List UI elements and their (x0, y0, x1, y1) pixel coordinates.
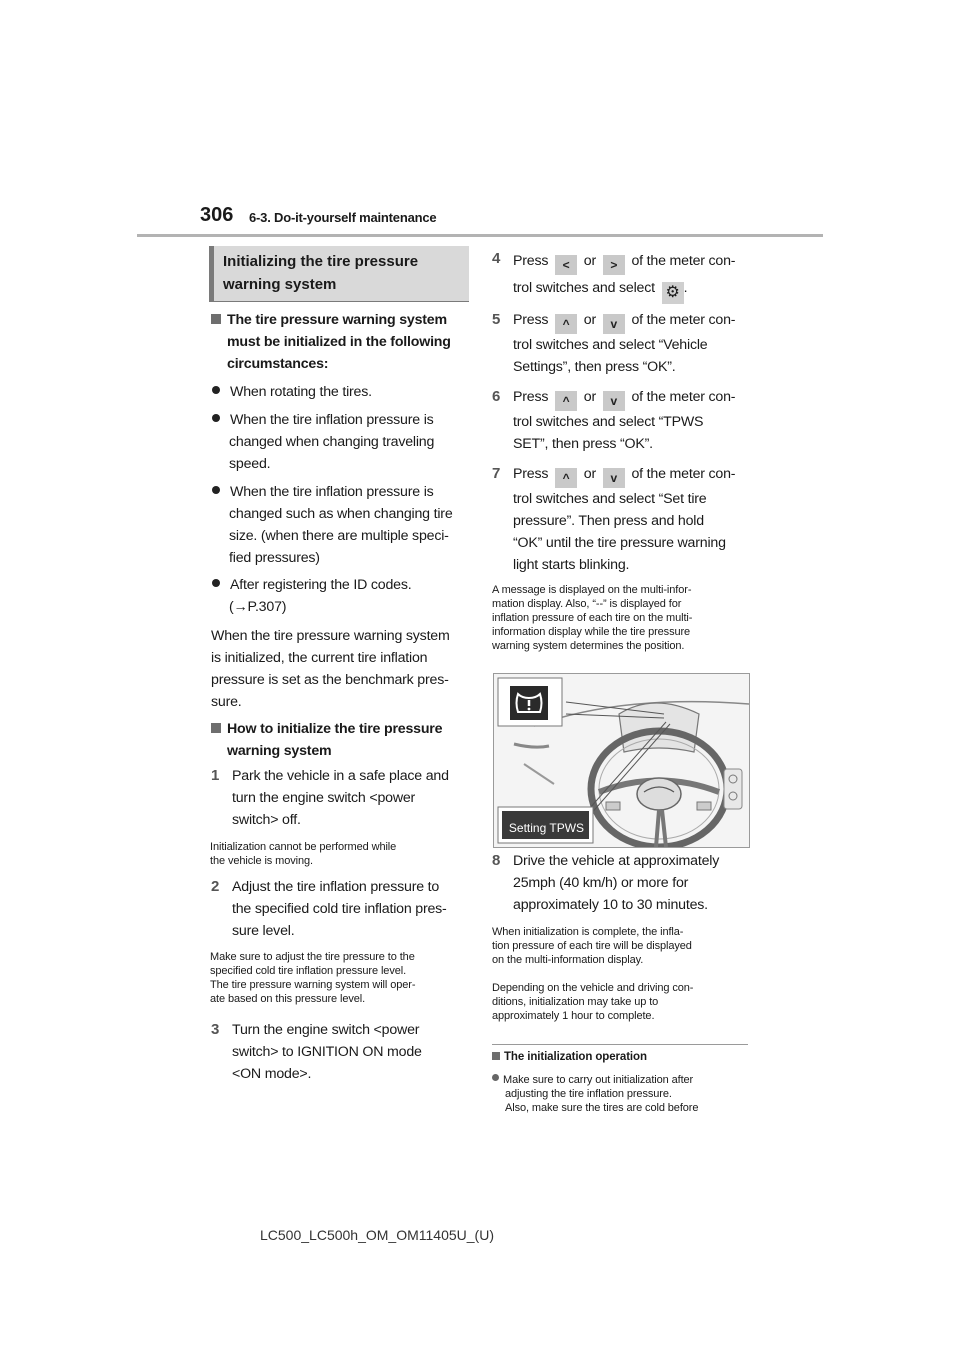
note-duration: Depending on the vehicle and driving con- ditions, initialization may take up to approximately 1 hour to complete. (492, 982, 694, 1022)
bullet-dot-icon (492, 1074, 499, 1081)
bullet-dot-icon (212, 386, 220, 394)
bullet-id-codes: After registering the ID codes. (→P.307) (212, 574, 474, 618)
chevron-right-icon: > (603, 255, 625, 275)
note-cold-pressure: Make sure to adjust the tire pressure to the specified cold tire inflation pressure level. The tire pressure warning system will oper- ate based on this pressure level. (210, 951, 416, 1005)
gear-icon: ⚙ (662, 282, 684, 304)
step-7: 7 Press ^ or v of the meter con- trol switches and select “Set tire pressure”. Then press and hold “OK” until the tire pressure warning light starts blinking. (492, 465, 736, 573)
dashboard-illustration (493, 673, 750, 848)
bullet-dot-icon (212, 414, 220, 422)
box-title-line1: Initializing the tire pressure (223, 253, 419, 270)
section-title-box (209, 246, 469, 302)
heading-initialization-operation: The initialization operation (492, 1050, 754, 1064)
bullet-operation: Make sure to carry out initialization after adjusting the tire inflation pressure. Also, make sure the tires are cold before (492, 1073, 754, 1115)
step-3: 3 Turn the engine switch <power switch> to IGNITION ON mode <ON mode>. (211, 1021, 422, 1082)
setting-tpws-label: Setting TPWS (508, 821, 585, 835)
bullet-dot-icon (212, 579, 220, 587)
bullet-dot-icon (212, 486, 220, 494)
note-moving: Initialization cannot be performed while the vehicle is moving. (210, 841, 397, 867)
chevron-down-icon: v (603, 468, 625, 488)
chevron-up-icon: ^ (555, 468, 577, 488)
heading-how-to: How to initialize the tire pressure warning system (211, 718, 473, 762)
note-multi-info: A message is displayed on the multi-infor- mation display. Also, “--” is displayed for inflation pressure of each tire on the multi- information display while the tire pressure warning system determines the position. (492, 584, 693, 652)
section-title: 6-3. Do-it-yourself maintenance (249, 210, 437, 225)
square-bullet-icon (211, 314, 221, 324)
step-5: 5 Press ^ or v of the meter con- trol switches and select “Vehicle Settings”, then press “OK”. (492, 311, 736, 375)
step-1: 1 Park the vehicle in a safe place and turn the engine switch <power switch> off. (211, 767, 449, 828)
bullet-rotating: When rotating the tires. (212, 381, 474, 403)
chevron-up-icon: ^ (555, 314, 577, 334)
bullet-size: When the tire inflation pressure is changed such as when changing tire size. (when there are multiple speci- fied pressures) (212, 481, 474, 569)
chevron-down-icon: v (603, 314, 625, 334)
square-bullet-icon (211, 723, 221, 733)
note-complete: When initialization is complete, the infla- tion pressure of each tire will be displayed on the multi-information display. (492, 926, 692, 966)
step-2: 2 Adjust the tire inflation pressure to the specified cold tire inflation pres- sure level. (211, 878, 447, 939)
page-reference-link[interactable]: (→P.307) (229, 599, 287, 615)
step-8: 8 Drive the vehicle at approximately 25mph (40 km/h) or more for approximately 10 to 30 minutes. (492, 852, 720, 913)
box-title-line2: warning system (223, 276, 337, 293)
chevron-left-icon: < (555, 255, 577, 275)
header-rule (137, 234, 823, 237)
step-4: 4 Press < or > of the meter con- trol switches and select ⚙ . (492, 248, 754, 304)
document-code-footer: LC500_LC500h_OM_OM11405U_(U) (260, 1227, 494, 1243)
bullet-speed: When the tire inflation pressure is changed when changing traveling speed. (212, 409, 474, 475)
square-bullet-icon (492, 1052, 500, 1060)
page-number: 306 (200, 204, 234, 226)
subsection-rule (492, 1044, 748, 1045)
chevron-down-icon: v (603, 391, 625, 411)
chevron-up-icon: ^ (555, 391, 577, 411)
step-6: 6 Press ^ or v of the meter con- trol switches and select “TPWS SET”, then press “OK”. (492, 388, 736, 452)
paragraph-benchmark: When the tire pressure warning system is initialized, the current tire inflation pressure is set as the benchmark pres- sure. (211, 628, 450, 710)
heading-must-initialize: The tire pressure warning system must be initialized in the following circumstances: (211, 309, 471, 375)
